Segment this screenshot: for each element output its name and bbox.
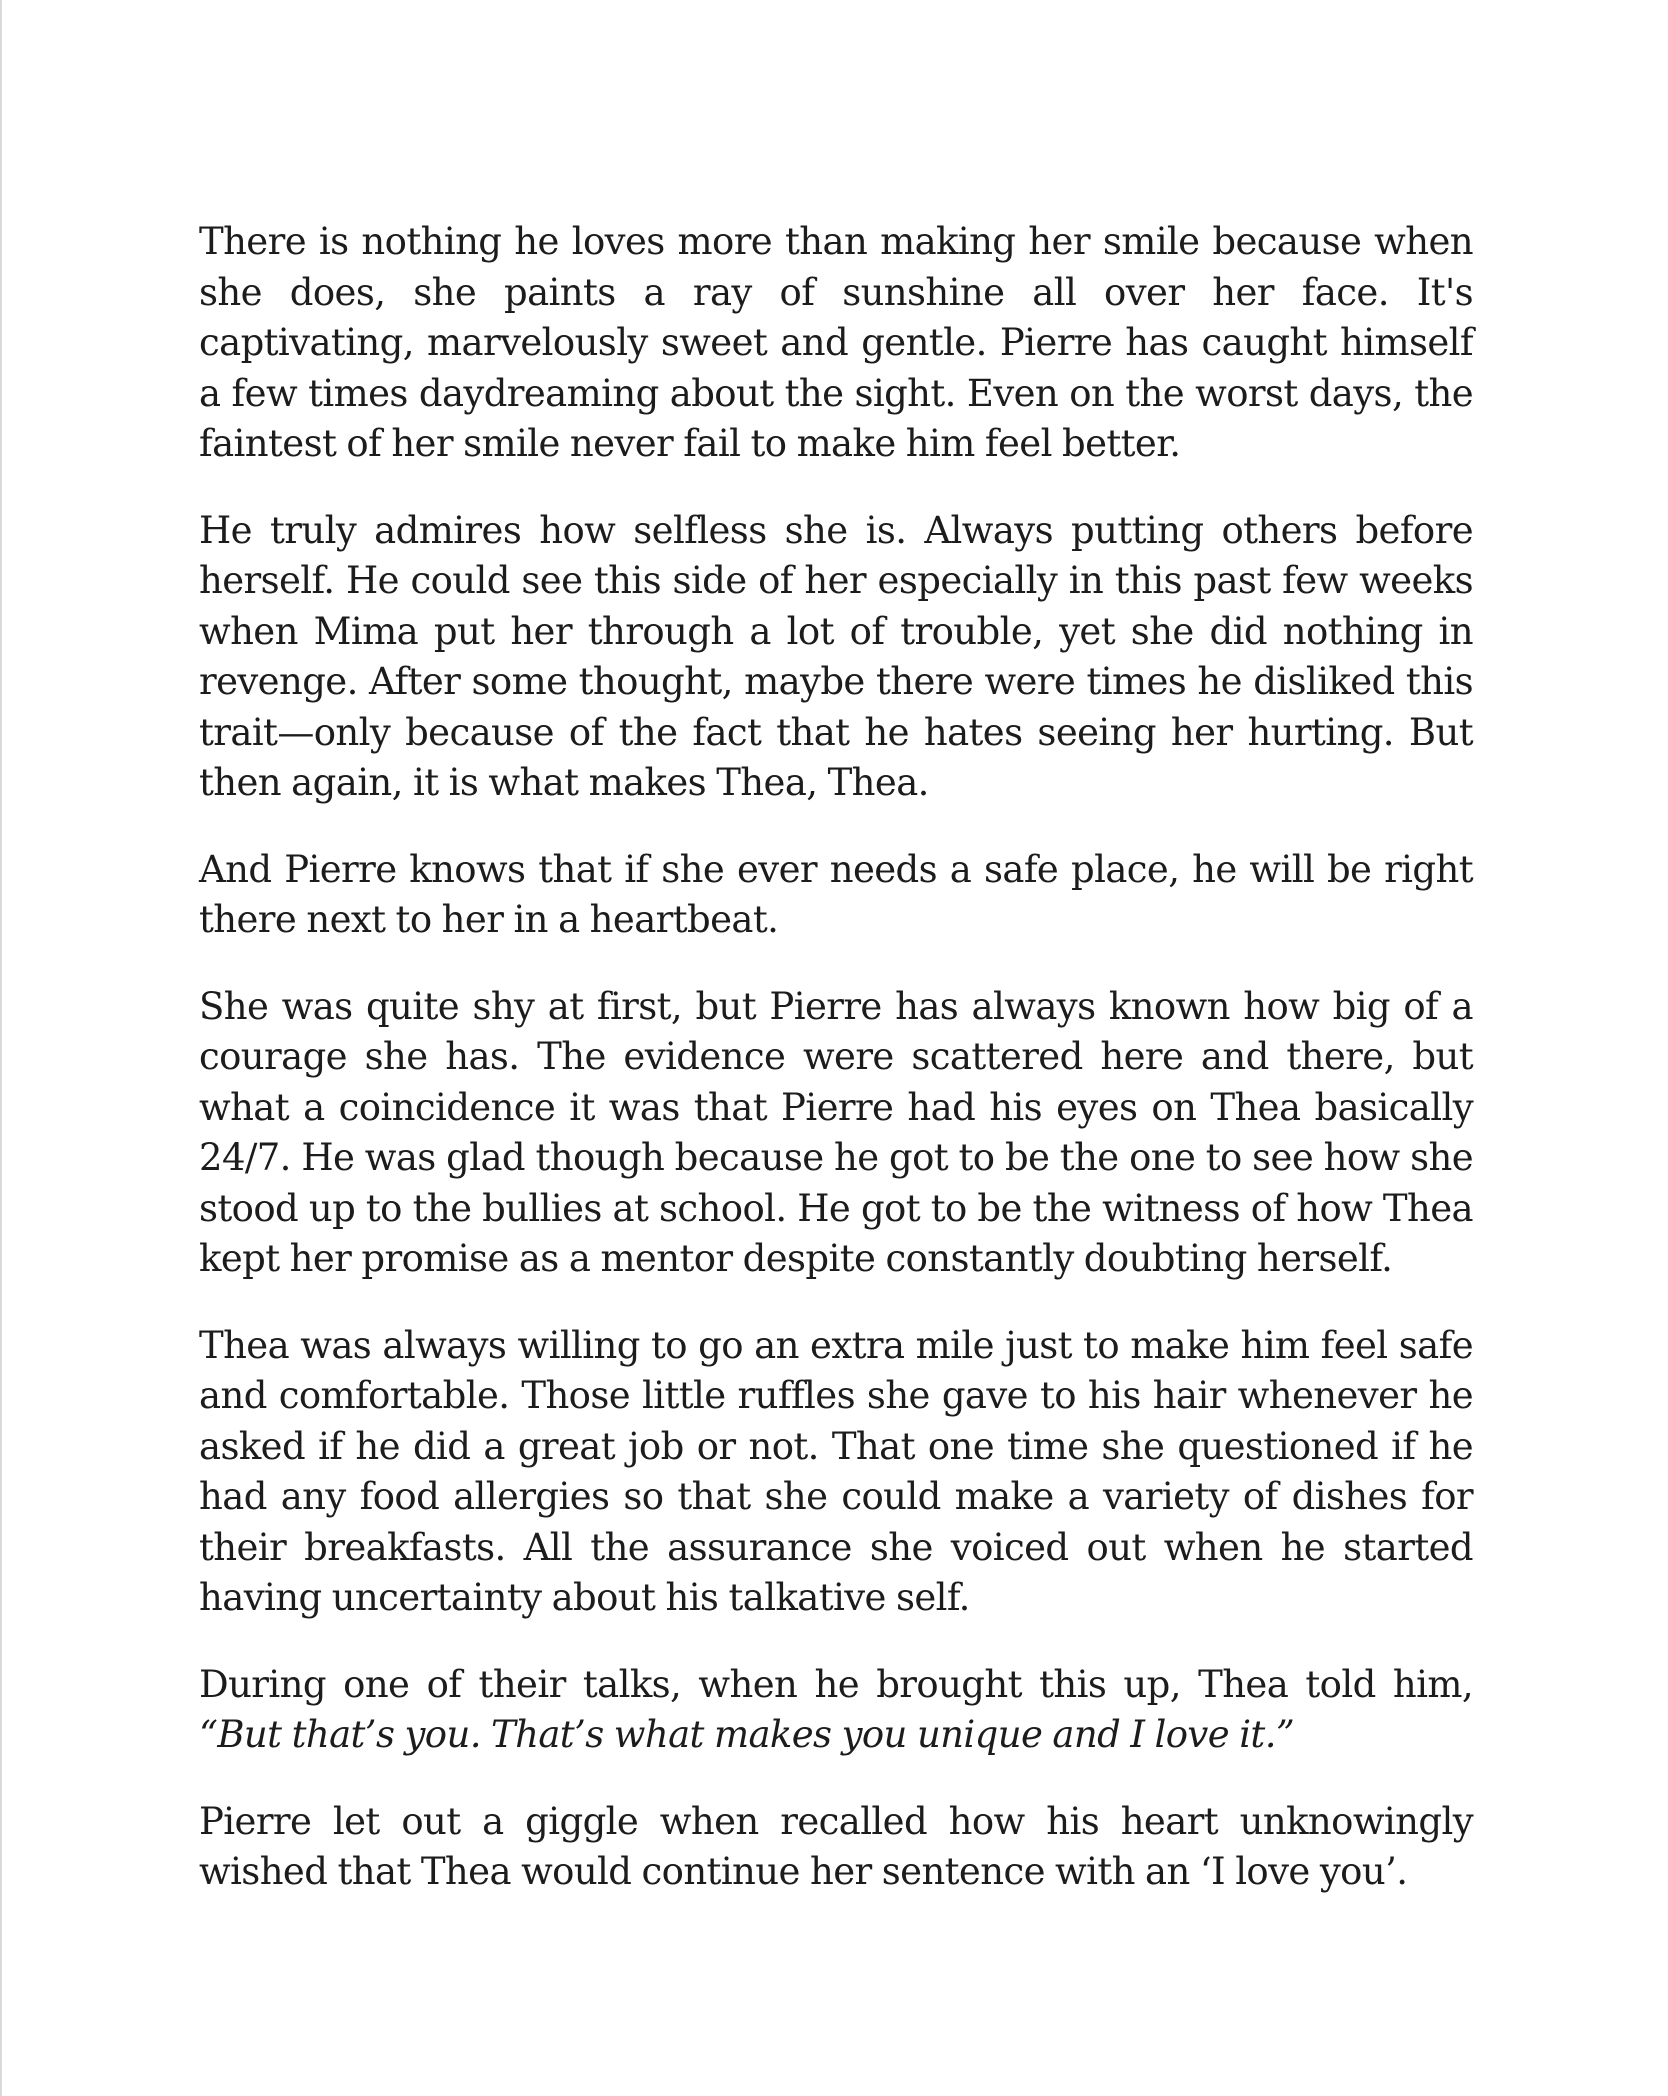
quote-text: “But that’s you. That’s what makes you unique and I love it.” — [199, 1713, 1295, 1756]
paragraph-1: There is nothing he loves more than making her smile because when she does, she paints a ray of sunshine all over her face. It's captivating, marvelously sweet and gentle. Pierre has caught himself a few times daydreaming about the sight. Even on the worst days, the faintest of her smile never fail to make him feel better. — [199, 220, 1473, 465]
paragraph-7: Pierre let out a giggle when recalled how his heart unknowingly wished that Thea would continue her sentence with an ‘I love you’. — [199, 1799, 1473, 1893]
quote-lead: During one of their talks, when he brought this up, Thea told him, — [199, 1662, 1473, 1706]
text-body — [199, 217, 1473, 1934]
paragraph-3: And Pierre knows that if she ever needs a safe place, he will be right there next to her in a heartbeat. — [199, 847, 1473, 941]
paragraph-5: Thea was always willing to go an extra mile just to make him feel safe and comfortable. Those little ruffles she gave to his hair whenever he asked if he did a great job or not. That one time she questioned if he had any food allergies so that she could make a variety of dishes for their breakfasts. All the assurance she voiced out when he started having uncertainty about his talkative self. — [199, 1323, 1473, 1619]
paragraph-2: He truly admires how selfless she is. Always putting others before herself. He could see this side of her especially in this past few weeks when Mima put her through a lot of trouble, yet she did nothing in revenge. After some thought, maybe there were times he disliked this trait—only because of the fact that he hates seeing her hurting. But then again, it is what makes Thea, Thea. — [199, 508, 1473, 804]
paragraph-6 — [199, 1660, 1473, 1761]
paragraph-4: She was quite shy at first, but Pierre has always known how big of a courage she has. The evidence were scattered here and there, but what a coincidence it was that Pierre had his eyes on Thea basically 24/7. He was glad though because he got to be the one to see how she stood up to the bullies at school. He got to be the witness of how Thea kept her promise as a mentor despite constantly doubting herself. — [199, 984, 1473, 1280]
